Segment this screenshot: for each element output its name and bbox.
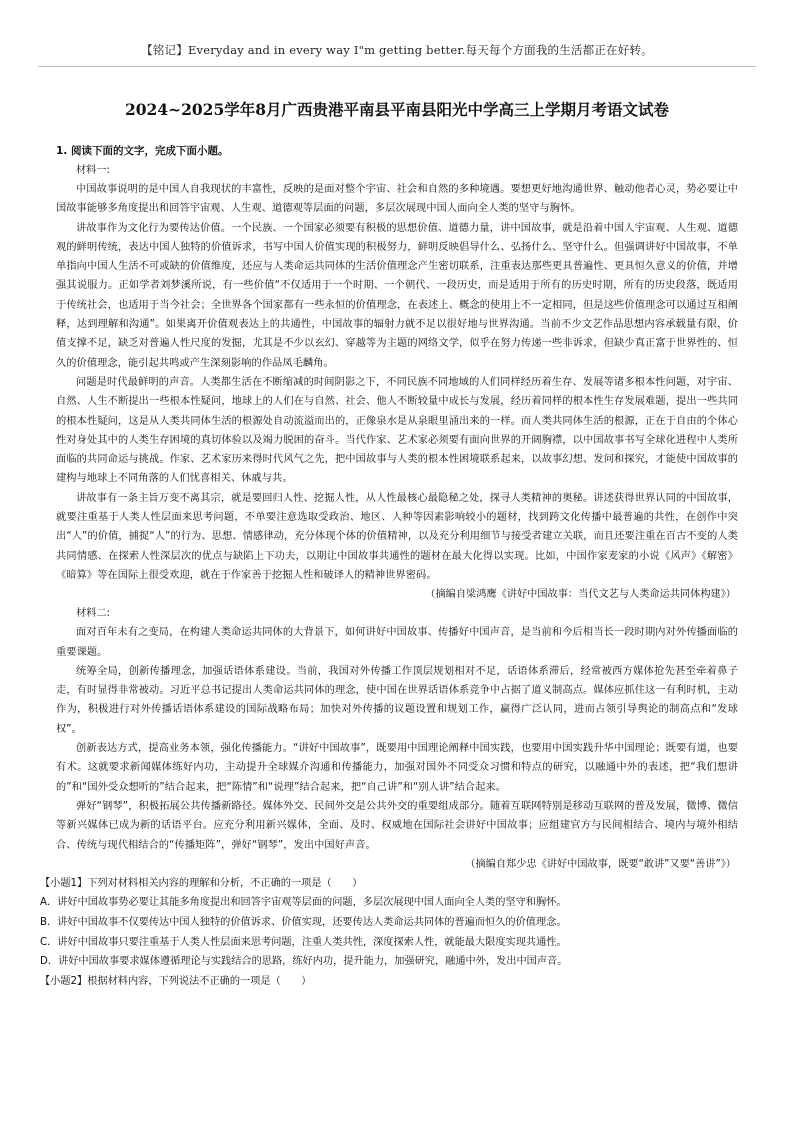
material-1-label: 材料一: xyxy=(76,165,110,176)
material-1-paragraph: 讲故事作为文化行为要传达价值。一个民族、一个国家必须要有积极的思想价值、道德力量，讲中国故事，就是沿着中国人宇宙观、人生观、道德观的鲜明传统，表达中国人独特的价值诉求，书写中国人价值实现的积极努力，鲜明反映倡导什么、弘扬什么、坚守什么。但强调讲好中国故事，不单单指向中国人生活不可或缺的价值维度，还应与人类命运共同体的生活价值理念产生密切联系，注重表达那些更具普遍性、更具恒久意义的价值，并增强其说服力。正如学者刘梦溪所说，有一些价值“不仅适用于一个时期、一个朝代、一段历史，而是适用于所有的历史时期，所有的历史段落，既适用于传统社会，也适用于当今社会；全世界各个国家都有一些永恒的价值理念，在表述上、概念的使用上不一定相同，但是这些价值理念可以通过互相阐释，达到理解和沟通”。如果离开价值观表达上的共通性，中国故事的辐射力就不足以很好地与世界沟通。当前不少文艺作品思想内容承载量有限，价值支撑不足，缺乏对普遍人性尺度的发掘，尤其是不少以玄幻、穿越等为主题的网络文学，似乎在努力传递一些非诉求，但缺少真正富于世界性的、恒久的价值理念，能引起共鸣或产生深刻影响的作品凤毛麟角。 xyxy=(56,222,738,369)
answer-option-d: D．讲好中国故事要求媒体遵循理论与实践结合的思路，练好内功，提升能力，加强研究，融通中外，发出中国声音。 xyxy=(40,956,568,968)
material-1-paragraph: 中国故事说明的是中国人自我现状的丰富性，反映的是面对整个宇宙、社会和自然的多种境遇。要想更好地沟通世界、触动他者心灵，势必要让中国故事能够多角度提出和回答宇宙观、人生观、道德观等层面的问题，多层次展现中国人面向全人类的坚守与胸怀。 xyxy=(56,184,738,215)
material-2-paragraph: 创新表达方式，提高业务本领，强化传播能力。“讲好中国故事”，既要用中国理论阐释中国实践，也要用中国实践升华中国理论；既要有道，也要有术。这就要求新闻媒体练好内功，主动提升全球媒介沟通和传播能力，加强对国外不同受众习惯和特点的研究，以融通中外的表述，把“我们想讲的”和“国外受众想听的”结合起来，把“陈情”和“说理”结合起来，把“自己讲”和“别人讲”结合起来。 xyxy=(56,743,738,793)
exam-title: 2024~2025学年8月广西贵港平南县平南县阳光中学高三上学期月考语文试卷 xyxy=(124,100,670,119)
header-divider xyxy=(38,66,756,67)
sub-question-2-stem: 【小题2】根据材料内容，下列说法不正确的一项是（ ） xyxy=(40,975,312,987)
material-1-paragraph: 讲故事有一条主旨万变不离其宗，就是要回归人性、挖掘人性，从人性最核心最隐秘之处，探寻人类精神的奥秘。讲述获得世界认同的中国故事，就要注重基于人类人性层面来思考问题，不单要注意选取受政治、地区、人种等因素影响较小的题材，找到跨文化传播中最普遍的共性，在创作中突出“人”的价值，捕捉“人”的行为、思想、情感律动，充分体现个体的价值精神，以及充分利用细节与接受者建立关联，而且还要注重在百古不变的人类共同情感、在探索人性深层次的优点与缺陷上下功夫，以期让中国故事共通性的题材在最大化得以实现。比如，中国作家麦家的小说《风声》《解密》《暗算》等在国际上很受欢迎，就在于作家善于挖掘人性和破译人的精神世界密码。 xyxy=(56,492,738,581)
material-2-source: （摘编自郑少忠《讲好中国故事，既要“敢讲”又要“善讲”》） xyxy=(465,858,736,870)
material-2-paragraph: 面对百年未有之变局，在构建人类命运共同体的大背景下，如何讲好中国故事、传播好中国声音，是当前和今后相当长一段时期内对外传播面临的重要课题。 xyxy=(56,627,738,658)
exam-content xyxy=(40,142,738,991)
page-motto: 【铭记】Everyday and in every way I"m getting better.每天每个方面我的生活都正在好转。 xyxy=(141,43,653,57)
answer-option-b: B．讲好中国故事不仅要传达中国人独特的价值诉求、价值实现，还要传达人类命运共同体的普遍而恒久的价值理念。 xyxy=(40,916,567,928)
material-1-paragraph: 问题是时代最鲜明的声音。人类都生活在不断缩减的时间阴影之下，不同民族不同地域的人们同样经历着生存、发展等诸多根本性问题，对宇宙、自然、人生不断提出一些根本性疑问，地球上的人们在与自然、社会、他人不断较量中成长与发展，经历着同样的根本性生存发展难题，提出一些共同的根本性疑问，这是从人类共同体生活的根源处自动流溢而出的，正像泉水是从泉眼里涌出来的一样。而人类共同体生活的根源，正在于自由的个体心性对身处其中的人类生存困境的真切体验以及竭力脱困的奋斗。当代作家、艺术家必须要有面向世界的开阔胸襟，以中国故事书写全球化进程中人类所面临的共同命运与挑战。作家、艺术家历来得时代风气之先，把中国故事与人类的根本性困境联系起来，以故事幻想、发问和探究，才能使中国故事的建构与地球上不同角落的人们忧喜相关、休戚与共。 xyxy=(56,376,738,485)
answer-option-c: C．讲好中国故事只要注重基于人类人性层面来思考问题，注重人类共性，深度探索人性，就能最大限度实现共通性。 xyxy=(40,936,567,948)
material-2-paragraph: 弹好“钢琴”，积极拓展公共传播新路径。媒体外交、民间外交是公共外交的重要组成部分。随着互联网特别是移动互联网的普及发展，微博、微信等新兴媒体已成为新的话语平台。应充分利用新兴媒体，全面、及时、权威地在国际社会讲好中国故事；应组建官方与民间相结合、境内与境外相结合、传统与现代相结合的“传播矩阵”，弹好“钢琴”，发出中国好声音。 xyxy=(56,800,738,851)
material-2-paragraph: 统筹全局，创新传播理念，加强话语体系建设。当前，我国对外传播工作顶层规划相对不足，话语体系滞后，经常被西方媒体抢先甚至牵着鼻子走，有时显得非常被动。习近平总书记提出人类命运共同体的理念，使中国在世界话语体系竞争中占据了道义制高点。媒体应抓住这一有利时机，主动作为，积极进行对外传播话语体系建设的国际战略布局；加快对外传播的议题设置和规划工作，赢得广泛认同，进而占领引导舆论的制高点和“发球权”。 xyxy=(56,665,738,735)
material-2-label: 材料二: xyxy=(76,608,110,620)
answer-option-a: A．讲好中国故事势必要让其能多角度提出和回答宇宙观等层面的问题，多层次展现中国人面向全人类的坚守和胸怀。 xyxy=(40,897,567,909)
material-1-source: （摘编自梁鸿鹰《讲好中国故事：当代文艺与人类命运共同体构建》） xyxy=(425,589,736,601)
sub-question-1-stem: 【小题1】下列对材料相关内容的理解和分析，不正确的一项是（ ） xyxy=(40,877,363,889)
question-heading: 1. 阅读下面的文字，完成下面小题。 xyxy=(56,145,229,157)
